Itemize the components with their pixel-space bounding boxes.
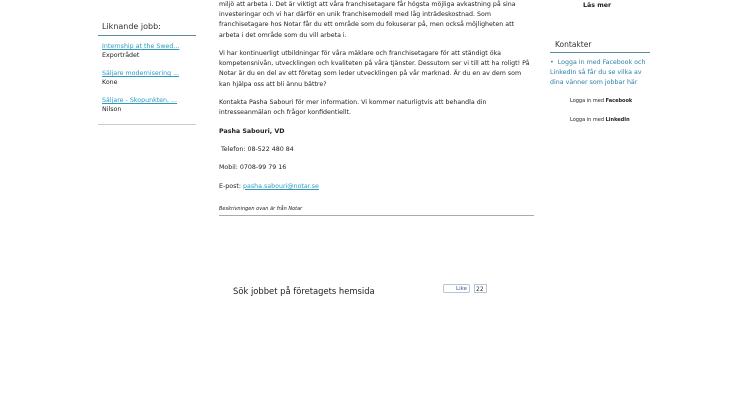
read-more-link[interactable]: Läs mer xyxy=(583,2,612,9)
contacts-divider xyxy=(550,52,650,53)
bullet-icon: • xyxy=(550,59,558,66)
login-linkedin-brand: LinkedIn xyxy=(605,116,630,123)
similar-job-item xyxy=(102,43,196,60)
similar-job-company: Nilson xyxy=(102,106,122,113)
contact-email-line xyxy=(219,182,534,192)
login-facebook-button[interactable] xyxy=(550,98,650,104)
like-label: Like xyxy=(456,286,467,292)
contacts-login-info[interactable] xyxy=(550,58,650,89)
description-paragraph: Vi har kontinuerligt utbildningar för våra mäklare och franchisetagare för att ständigt öka kompetensnivån, utvecklingen och kvaliteten på våra tjänster. Dessutom ser vi till att ha roligt! På Notar är du en del av ett företag som leder utvecklingen på vår marknad. Är du en av dem som kan hjälpa oss att bli ännu bättre? xyxy=(219,50,530,88)
login-linkedin-prefix: Logga in med xyxy=(570,116,606,123)
email-link[interactable]: pasha.sabouri@notar.se xyxy=(242,182,319,190)
similar-job-company: Kone xyxy=(102,79,118,86)
similar-jobs-divider xyxy=(98,35,196,36)
contacts-login-text: Logga in med Facebook och LinkedIn så får du se vilka av dina vänner som jobbar här xyxy=(550,59,646,87)
description-paragraph: miljö att arbeta i. Det är viktigt att våra franchisetagare får högsta möjliga avkastning på sina investeringar och vi har därför en unik franchisemodell med låg inträdeskostnad. Som franchisetagare hos Notar får du ett område som du fokuserar på, men också möjligheten att arbeta i det område som du vill arbeta i. xyxy=(219,1,516,39)
description-source: Beskrivningen ovan är från Notar xyxy=(219,205,303,212)
description-paragraph: Kontakta Pasha Sabouri för mer information. Vi kommer naturligtvis att behandla din intresseanmälan och frågor konfidentiellt. xyxy=(219,99,487,117)
login-facebook-prefix: Logga in med xyxy=(570,97,606,104)
similar-job-link[interactable]: Internship at the Swed... xyxy=(102,43,180,50)
job-description xyxy=(219,0,534,216)
contact-mobile: Mobil: 0708-99 79 16 xyxy=(219,164,287,172)
description-divider xyxy=(219,215,534,216)
similar-job-link[interactable]: Säljare modernisering ... xyxy=(102,70,180,77)
contact-phone: Telefon: 08-522 480 84 xyxy=(219,145,294,153)
similar-job-company: Exportrådet xyxy=(102,52,140,59)
similar-job-link[interactable]: Säljare - Skopunkten, ... xyxy=(102,97,178,104)
facebook-like-button[interactable] xyxy=(443,284,470,293)
contacts-panel xyxy=(550,40,650,123)
similar-job-item xyxy=(102,70,196,87)
similar-job-item xyxy=(102,97,196,114)
similar-jobs-bottom-divider xyxy=(98,124,196,125)
contacts-title: Kontakter xyxy=(555,40,592,49)
email-label: E-post: xyxy=(219,182,243,190)
login-facebook-brand: Facebook xyxy=(605,97,633,104)
search-job-on-company-site-link[interactable]: Sök jobbet på företagets hemsida xyxy=(233,286,375,296)
similar-jobs-panel xyxy=(98,22,196,125)
contact-name: Pasha Sabouri, VD xyxy=(219,127,285,135)
like-count-badge: 22 xyxy=(474,284,487,293)
similar-jobs-title: Liknande jobb: xyxy=(102,22,161,31)
login-linkedin-button[interactable] xyxy=(550,117,650,123)
